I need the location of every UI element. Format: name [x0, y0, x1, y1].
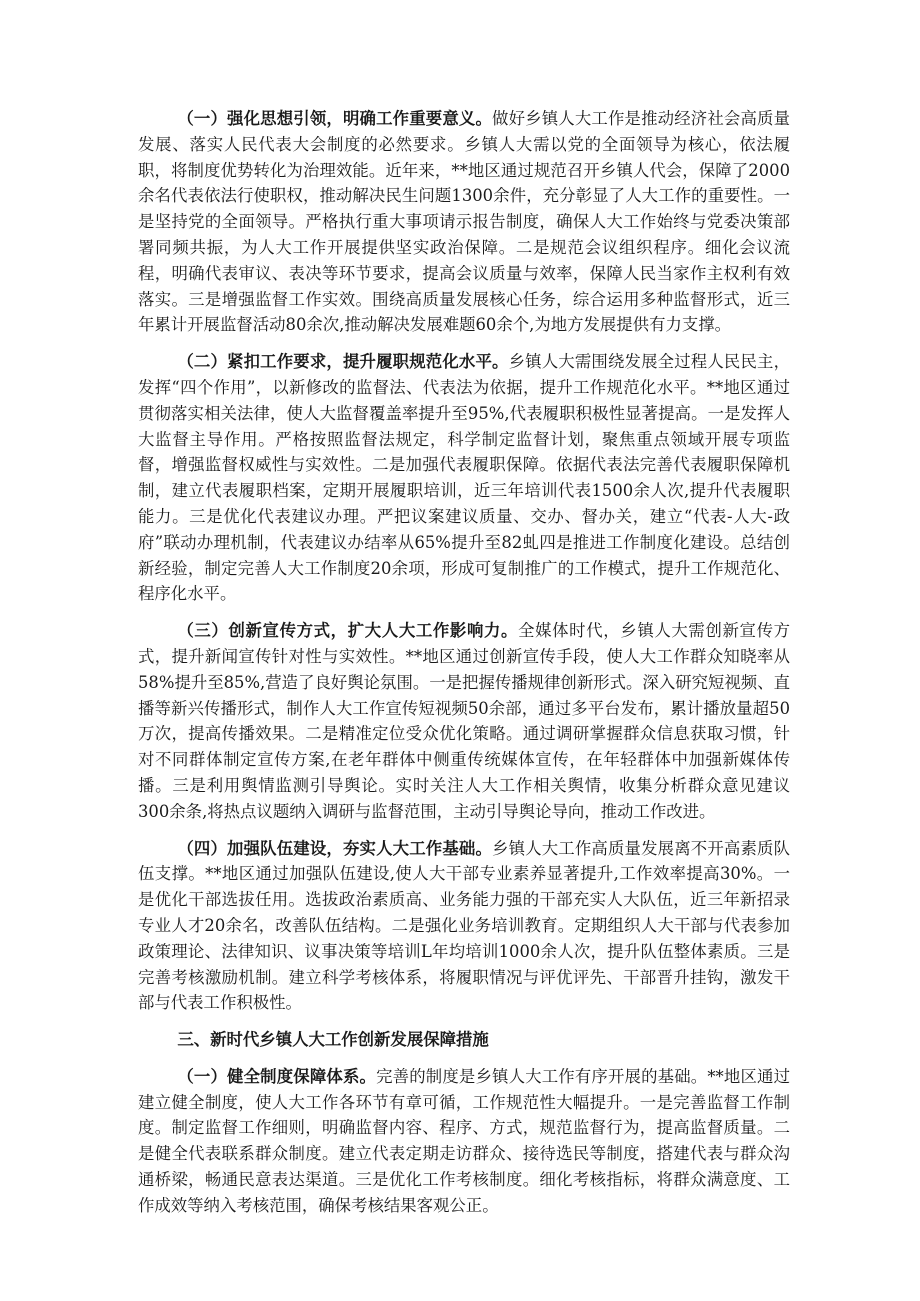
- paragraph-institutional-guarantee: [138, 1064, 790, 1219]
- paragraph-lead: （二）紧扣工作要求，提升履职规范化水平。: [177, 352, 509, 372]
- paragraph-lead: （三）创新宣传方式，扩大人大工作影响力。: [177, 621, 519, 641]
- paragraph-innovate-publicity: [138, 618, 790, 824]
- paragraph-body: 全媒体时代，乡镇人大需创新宣传方式，提升新闻宣传针对性与实效性。**地区通过创新宣传手段，使人大工作群众知晓率从58%提升至85%,营造了良好舆论氛围。一是把握传播规律创新形式。深入研究短视频、直播等新兴传播形式，制作人大工作宣传短视频50余部，通过多平台发布，累计播放量超50万次，提高传播效果。二是精准定位受众优化策略。通过调研掌握群众信息获取习惯，针对不同群体制定宣传方案,在老年群体中侧重传统媒体宣传，在年轻群体中加强新媒体传播。三是利用舆情监测引导舆论。实时关注人大工作相关舆情，收集分析群众意见建议300余条,将热点议题纳入调研与监督范围，主动引导舆论导向，推动工作改进。: [138, 621, 791, 821]
- section-heading: 三、新时代乡镇人大工作创新发展保障措施: [177, 1030, 489, 1050]
- paragraph-body: 乡镇人大工作高质量发展离不开高素质队伍支撑。**地区通过加强队伍建设,使人大干部专业素养显著提升,工作效率提高30%。一是优化干部选拔任用。选拔政治素质高、业务能力强的干部充实人大队伍，近三年新招录专业人才20余名，改善队伍结构。二是强化业务培训教育。定期组织人大干部与代表参加政策理论、法律知识、议事决策等培训L年均培训1000余人次，提升队伍整体素质。三是完善考核激励机制。建立科学考核体系，将履职情况与评优评先、干部晋升挂钩，激发干部与代表工作积极性。: [138, 838, 790, 1013]
- paragraph-lead: （一）健全制度保障体系。: [177, 1066, 377, 1086]
- paragraph-strengthen-ideology: [138, 106, 790, 338]
- paragraph-body: 做好乡镇人大工作是推动经济社会高质量发展、落实人民代表大会制度的必然要求。乡镇人大需以党的全面领导为核心，依法履职，将制度优势转化为治理效能。近年来，**地区通过规范召开乡镇人代会，保障了2000余名代表依法行使职权，推动解决民生问题1300余件，充分彰显了人大工作的重要性。一是坚持党的全面领导。严格执行重大事项请示报告制度，确保人大工作始终与党委决策部署同频共振，为人大工作开展提供坚实政治保障。二是规范会议组织程序。细化会议流程，明确代表审议、表决等环节要求，提高会议质量与效率，保障人民当家作主权利有效落实。三是增强监督工作实效。围绕高质量发展核心任务，综合运用多种监督形式，近三年累计开展监督活动80余次,推动解决发展难题60余个,为地方发展提供有力支撑。: [138, 109, 790, 335]
- paragraph-body: 完善的制度是乡镇人大工作有序开展的基础。**地区通过建立健全制度，使人大工作各环节有章可循，工作规范性大幅提升。一是完善监督工作制度。制定监督工作细则，明确监督内容、程序、方式，规范监督行为，提高监督质量。二是健全代表联系群众制度。建立代表定期走访群众、接待选民等制度，搭建代表与群众沟通桥梁，畅通民意表达渠道。三是优化工作考核制度。细化考核指标，将群众满意度、工作成效等纳入考核范围，确保考核结果客观公正。: [138, 1066, 790, 1215]
- document-page: [138, 106, 790, 1230]
- paragraph-lead: （四）加强队伍建设，夯实人大工作基础。: [177, 838, 493, 858]
- paragraph-lead: （一）强化思想引领，明确工作重要意义。: [177, 109, 493, 128]
- paragraph-standardize-duties: [138, 349, 790, 607]
- paragraph-body: 乡镇人大需围绕发展全过程人民民主，发挥“四个作用”，以新修改的监督法、代表法为依据，提升工作规范化水平。**地区通过贯彻落实相关法律，使人大监督覆盖率提升至95%,代表履职积极性显著提高。一是发挥人大监督主导作用。严格按照监督法规定，科学制定监督计划，聚焦重点领域开展专项监督，增强监督权威性与实效性。二是加强代表履职保障。依据代表法完善代表履职保障机制，建立代表履职档案，定期开展履职培训，近三年培训代表1500余人次,提升代表履职能力。三是优化代表建议办理。严把议案建议质量、交办、督办关，建立“代表-人大-政府”联动办理机制，代表建议办结率从65%提升至82虬四是推进工作制度化建设。总结创新经验，制定完善人大工作制度20余项，形成可复制推广的工作模式，提升工作规范化、程序化水平。: [138, 352, 790, 604]
- paragraph-team-building: [138, 836, 790, 1017]
